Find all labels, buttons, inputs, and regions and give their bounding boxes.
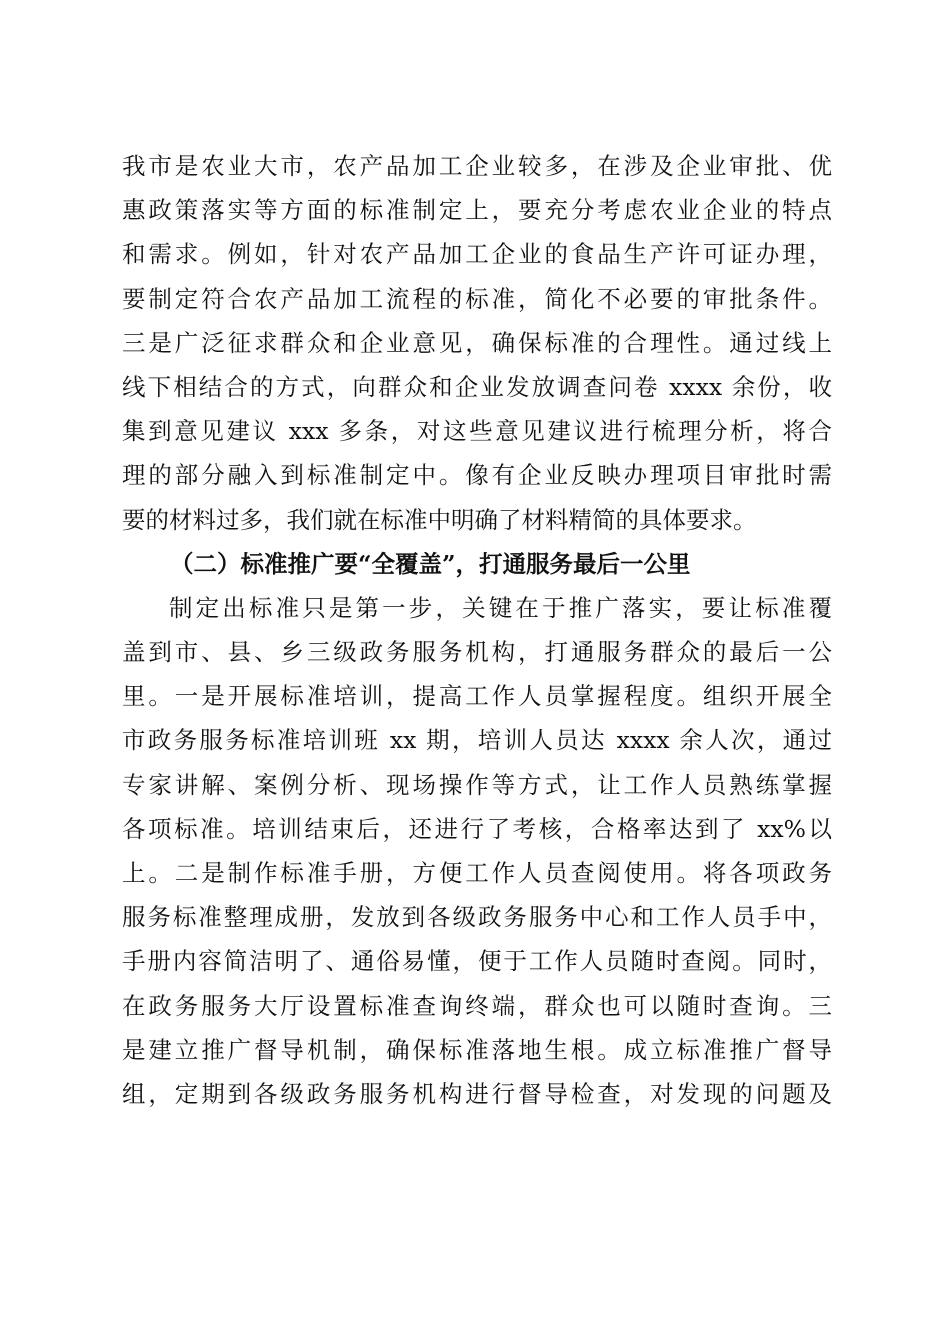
- body-line: 各项标准。培训结束后，还进行了考核，合格率达到了 xx%以: [122, 814, 832, 843]
- body-line: 里。一是开展标准培训，提高工作人员掌握程度。组织开展全: [122, 682, 832, 711]
- body-line: 线下相结合的方式，向群众和企业发放调查问卷 xxxx 余份，收: [122, 372, 832, 401]
- body-line: 三是广泛征求群众和企业意见，确保标准的合理性。通过线上: [122, 328, 832, 357]
- body-line: 服务标准整理成册，发放到各级政务服务中心和工作人员手中，: [122, 903, 832, 932]
- body-line: 市政务服务标准培训班 xx 期，培训人员达 xxxx 余人次，通过: [122, 726, 832, 755]
- body-line: 集到意见建议 xxx 多条，对这些意见建议进行梳理分析，将合: [122, 417, 832, 446]
- body-line: 和需求。例如，针对农产品加工企业的食品生产许可证办理，: [122, 240, 832, 269]
- body-line: 我市是农业大市，农产品加工企业较多，在涉及企业审批、优: [122, 152, 832, 180]
- body-line: 理的部分融入到标准制定中。像有企业反映办理项目审批时需: [122, 461, 832, 490]
- body-line: 上。二是制作标准手册，方便工作人员查阅使用。将各项政务: [122, 859, 832, 887]
- body-line: 惠政策落实等方面的标准制定上，要充分考虑农业企业的特点: [122, 196, 832, 225]
- body-line: 制定出标准只是第一步，关键在于推广落实，要让标准覆: [169, 593, 832, 622]
- body-line: 手册内容简洁明了、通俗易懂，便于工作人员随时查阅。同时，: [122, 947, 832, 976]
- body-line: 要制定符合农产品加工流程的标准，简化不必要的审批条件。: [122, 284, 832, 313]
- body-line: 组，定期到各级政务服务机构进行督导检查，对发现的问题及: [122, 1079, 832, 1108]
- body-line: 是建立推广督导机制，确保标准落地生根。成立标准推广督导: [122, 1035, 832, 1064]
- body-line: 要的材料过多，我们就在标准中明确了材料精简的具体要求。: [122, 505, 757, 534]
- body-line: 盖到市、县、乡三级政务服务机构，打通服务群众的最后一公: [122, 638, 832, 667]
- section-heading: （二）标准推广要“全覆盖”，打通服务最后一公里: [170, 549, 691, 578]
- document-body: [122, 144, 832, 1116]
- body-line: 在政务服务大厅设置标准查询终端，群众也可以随时查询。三: [122, 991, 832, 1020]
- body-line: 专家讲解、案例分析、现场操作等方式，让工作人员熟练掌握: [122, 770, 832, 799]
